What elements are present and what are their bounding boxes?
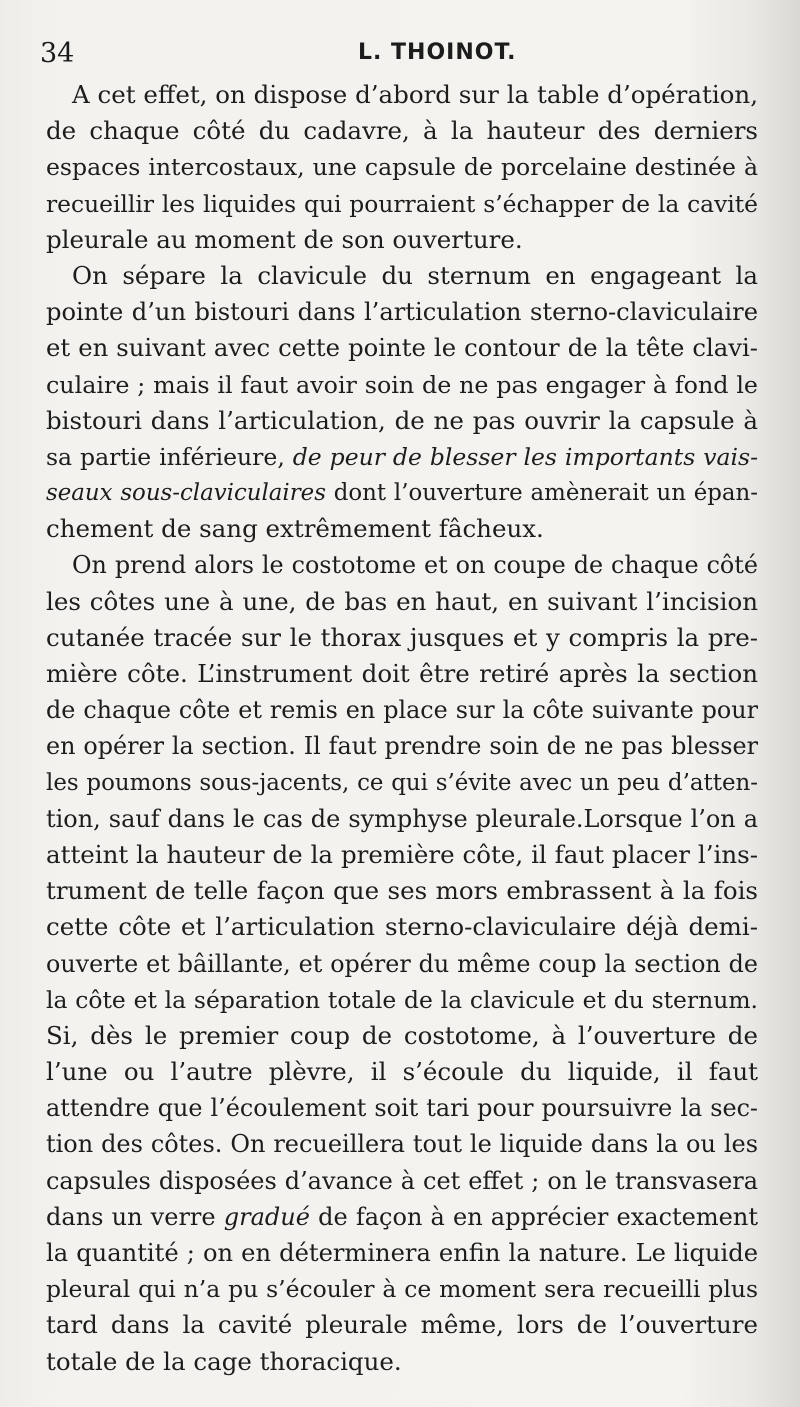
text-line: de chaque côte et remis en place sur la côte suivante pour: [46, 696, 758, 725]
text-line: tion, sauf dans le cas de symphyse pleurale.Lorsque l’on a: [46, 804, 758, 833]
text-line: capsules disposées d’avance à cet effet ; on le transvasera: [46, 1166, 758, 1195]
page-header: [40, 30, 760, 70]
italic-segment: de peur de blesser les importants vais-: [292, 442, 759, 471]
text-segment: dont l’ouverture amènerait un épan-: [325, 480, 758, 507]
page-number: 34: [40, 38, 75, 69]
text-line: ouverte et bâillante, et opérer du même coup la section de: [46, 949, 758, 978]
text-line: cette côte et l’articulation sterno-claviculaire déjà demi-: [46, 912, 758, 942]
body-text: [46, 77, 758, 1380]
text-line: et en suivant avec cette pointe le contour de la tête clavi-: [46, 333, 758, 363]
text-line: [46, 439, 758, 475]
text-line: trument de telle façon que ses mors embrassent à la fois: [46, 876, 758, 906]
text-line: [46, 1199, 758, 1235]
text-line: tard dans la cavité pleurale même, lors de l’ouverture: [46, 1310, 758, 1340]
text-line: On prend alors le costotome et on coupe de chaque côté: [72, 551, 758, 580]
text-line: Si, dès le premier coup de costotome, à l’ouverture de: [46, 1020, 758, 1050]
running-head: L. THOINOT.: [358, 40, 517, 65]
text-line: la côte et la séparation totale de la clavicule et du sternum.: [46, 985, 758, 1014]
text-segment: sa partie inférieure,: [46, 442, 293, 471]
text-line: chement de sang extrêmement fâcheux.: [46, 514, 544, 544]
text-line: mière côte. L’instrument doit être retiré après la section: [46, 659, 758, 688]
text-segment: de façon à en apprécier exactement: [310, 1202, 758, 1231]
text-line: On sépare la clavicule du sternum en engageant la: [72, 260, 758, 290]
text-segment: dans un verre: [46, 1202, 224, 1231]
text-line: l’une ou l’autre plèvre, il s’écoule du liquide, il faut: [46, 1057, 758, 1087]
text-line: atteint la hauteur de la première côte, il faut placer l’ins-: [46, 839, 758, 869]
text-line: pleurale au moment de son ouverture.: [46, 224, 523, 254]
text-line: pointe d’un bistouri dans l’articulation sterno-claviculaire: [46, 298, 758, 327]
text-line: [46, 475, 758, 511]
text-line: culaire ; mais il faut avoir soin de ne pas engager à fond le: [46, 370, 758, 399]
text-line: espaces intercostaux, une capsule de porcelaine destinée à: [46, 153, 758, 182]
text-line: tion des côtes. On recueillera tout le liquide dans la ou les: [46, 1130, 758, 1159]
italic-segment: gradué: [223, 1202, 310, 1231]
text-line: de chaque côté du cadavre, à la hauteur des derniers: [46, 116, 758, 146]
text-line: les poumons sous-jacents, ce qui s’évite avec un peu d’atten-: [46, 769, 758, 796]
text-line: A cet effet, on dispose d’abord sur la table d’opération,: [72, 80, 758, 109]
text-line: totale de la cage thoracique.: [46, 1346, 402, 1376]
text-line: bistouri dans l’articulation, de ne pas ouvrir la capsule à: [46, 405, 758, 435]
text-line: cutanée tracée sur le thorax jusques et y compris la pre-: [46, 622, 758, 652]
text-line: les côtes une à une, de bas en haut, en suivant l’incision: [46, 586, 758, 616]
text-line: la quantité ; on en déterminera enfin la nature. Le liquide: [46, 1239, 758, 1267]
italic-segment: seaux sous-claviculaires: [46, 480, 326, 507]
text-line: en opérer la section. Il faut prendre soin de ne pas blesser: [46, 732, 758, 761]
text-line: pleural qui n’a pu s’écouler à ce moment sera recueilli plus: [46, 1275, 758, 1304]
text-line: attendre que l’écoulement soit tari pour poursuivre la sec-: [46, 1094, 758, 1123]
text-line: recueillir les liquides qui pourraient s’échapper de la cavité: [46, 189, 758, 218]
